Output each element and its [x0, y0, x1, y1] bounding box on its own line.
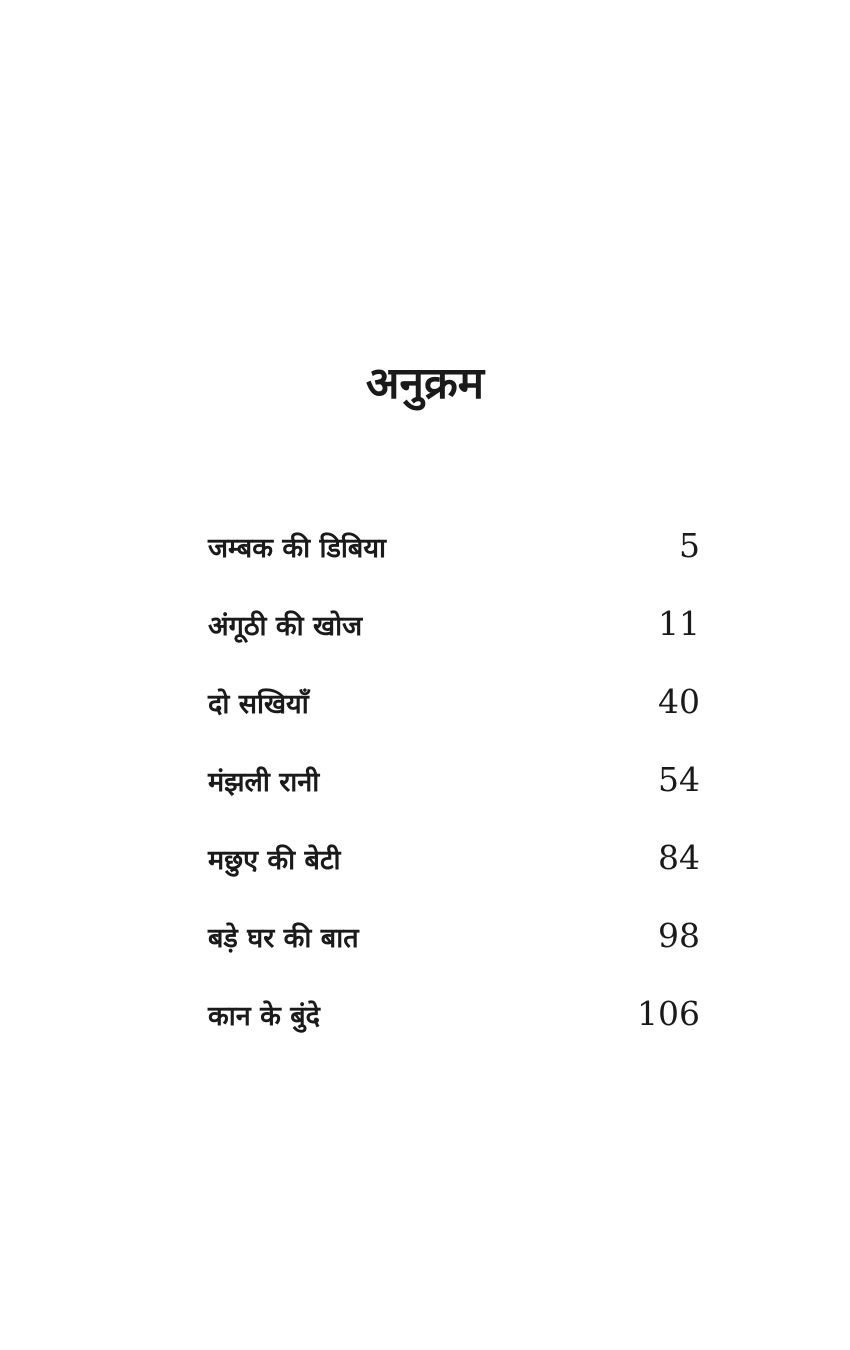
- toc-entry-page: 40: [658, 682, 700, 721]
- toc-entry: [208, 594, 700, 672]
- toc-entry: [208, 750, 700, 828]
- table-of-contents: [208, 516, 700, 1062]
- toc-entry: [208, 828, 700, 906]
- toc-entry-page: 5: [679, 526, 700, 565]
- toc-entry: [208, 516, 700, 594]
- page-title: अनुक्रम: [365, 358, 485, 409]
- toc-entry-page: 11: [658, 604, 700, 643]
- toc-entry-title: दो सखियाँ: [208, 689, 309, 720]
- toc-entry-page: 54: [658, 760, 700, 799]
- toc-entry-page: 98: [658, 916, 700, 955]
- toc-entry-page: 84: [658, 838, 700, 877]
- toc-entry: [208, 906, 700, 984]
- toc-entry: [208, 672, 700, 750]
- toc-entry-title: मछुए की बेटी: [208, 845, 341, 876]
- toc-entry-title: अंगूठी की खोज: [208, 611, 363, 642]
- toc-entry-title: जम्बक की डिबिया: [208, 533, 386, 564]
- toc-entry-page: 106: [637, 994, 700, 1033]
- toc-entry-title: बड़े घर की बात: [208, 923, 359, 954]
- toc-entry-title: मंझली रानी: [208, 767, 320, 798]
- toc-entry: [208, 984, 700, 1062]
- toc-entry-title: कान के बुंदे: [208, 1001, 321, 1032]
